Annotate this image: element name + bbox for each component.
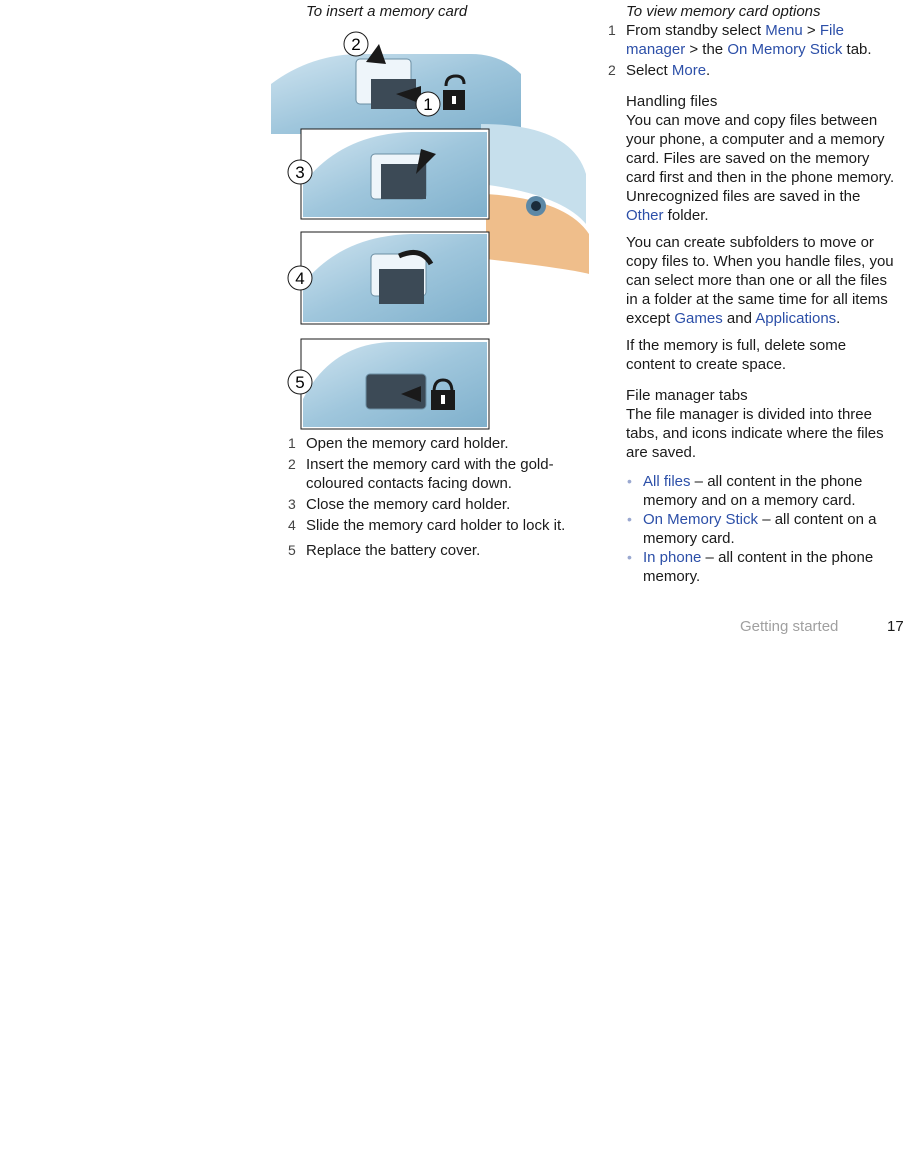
callout-5: 5 (295, 373, 305, 392)
callout-2: 2 (351, 35, 361, 54)
memory-card-insertion-illustration (271, 24, 596, 434)
figure-panel-4 (288, 232, 489, 324)
view-options-heading: To view memory card options (626, 3, 821, 20)
file-manager-tabs-heading: File manager tabs (626, 387, 748, 404)
list-item: 5 Replace the battery cover. (288, 542, 481, 559)
callout-3: 3 (295, 163, 305, 182)
bullet-icon: • (627, 549, 632, 565)
left-column (286, 0, 576, 21)
list-item: • On Memory Stick – all content on a memory card. (627, 511, 877, 547)
tabs-list (626, 472, 898, 586)
handling-para-1: You can move and copy files between your phone, a computer and a memory card. Files are saved on the memory card first and then in the phone memory. Unrecognized files are saved in the Other folder. (626, 112, 895, 224)
handling-para-2: You can create subfolders to move or copy files to. When you handle files, you can select more than one or all the files in a folder at the same time for all items except Games and Applications. (626, 234, 894, 327)
insert-card-heading: To insert a memory card (306, 3, 468, 20)
callout-1: 1 (423, 95, 433, 114)
list-item: • In phone – all content in the phone memory. (627, 549, 874, 585)
list-item: 4 Slide the memory card holder to lock it. (288, 517, 566, 534)
view-options-steps (606, 21, 898, 80)
list-item: 3 Close the memory card holder. (288, 496, 511, 513)
handling-files-heading: Handling files (626, 93, 718, 110)
bullet-icon: • (627, 473, 632, 489)
callout-4: 4 (295, 269, 305, 288)
file-manager-link: File manager (626, 22, 845, 58)
list-item: 1 Open the memory card holder. (288, 435, 509, 452)
bullet-icon: • (627, 511, 632, 527)
tabs-intro: The file manager is divided into three tabs, and icons indicate where the files are saved. (626, 406, 884, 461)
page-number: 17 (887, 618, 904, 635)
section-name: Getting started (740, 618, 839, 635)
list-item: 2 Insert the memory card with the gold-coloured contacts facing down. (288, 456, 554, 492)
menu-link: Menu (765, 22, 803, 39)
list-item: 1 From standby select Menu > File manager > the On Memory Stick tab. (608, 22, 872, 58)
more-link: More (671, 62, 707, 79)
figure-panel-5 (288, 339, 489, 429)
right-column (606, 0, 898, 586)
on-memory-stick-link: On Memory Stick (727, 41, 843, 58)
list-item: 2 Select More. (608, 62, 711, 79)
insert-card-steps (286, 434, 576, 562)
handling-para-3: If the memory is full, delete some content to create space. (626, 337, 847, 373)
page-footer (740, 618, 905, 635)
list-item: • All files – all content in the phone memory and on a memory card. (627, 473, 863, 509)
